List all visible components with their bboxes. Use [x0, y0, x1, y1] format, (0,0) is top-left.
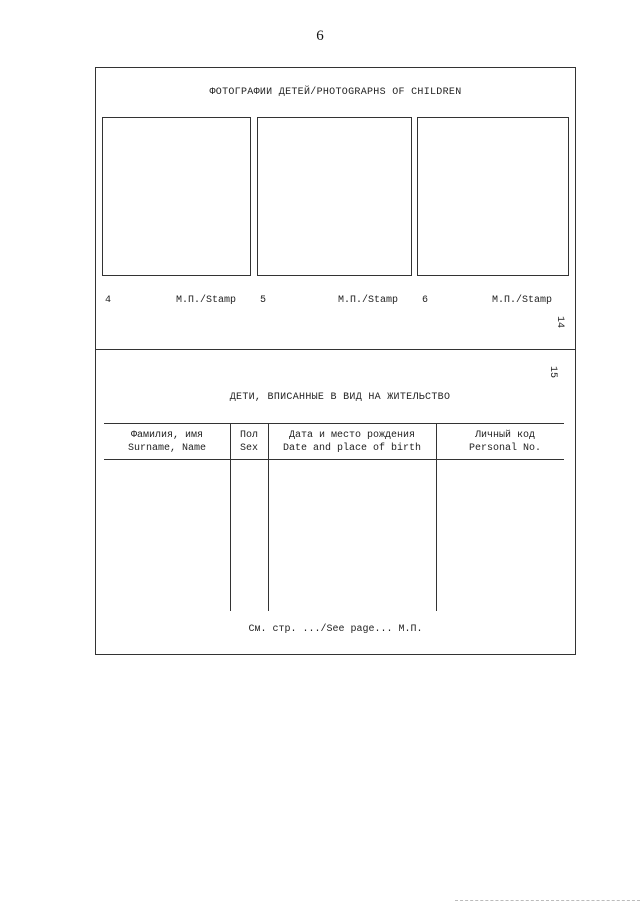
column-header-en: Personal No.	[468, 443, 541, 454]
photo-stamp-label: М.П./Stamp	[492, 295, 553, 306]
column-header-sex	[230, 429, 268, 455]
see-page-note: См. стр. .../See page... М.П.	[248, 624, 423, 635]
column-header-en: Sex	[239, 443, 258, 454]
children-section-title: ДЕТИ, ВПИСАННЫЕ В ВИД НА ЖИТЕЛЬСТВО	[229, 392, 451, 403]
table-header-rule	[104, 459, 564, 460]
column-header-en: Surname, Name	[127, 443, 206, 454]
photo-slot-number: 4	[105, 295, 112, 306]
page-edge-rule	[455, 900, 640, 901]
photo-stamp-label: М.П./Stamp	[176, 295, 237, 306]
column-header-personal-no	[436, 429, 574, 455]
photos-section-title: ФОТОГРАФИИ ДЕТЕЙ/PHOTOGRAPHS OF CHILDREN	[209, 87, 462, 98]
column-header-ru: Дата и место рождения	[288, 430, 416, 441]
photo-box-4[interactable]	[102, 117, 251, 276]
photo-slot-number: 6	[422, 295, 429, 306]
section-divider	[95, 349, 576, 350]
column-header-surname	[104, 429, 230, 455]
photo-stamp-label: М.П./Stamp	[338, 295, 399, 306]
photo-slot-number: 5	[260, 295, 267, 306]
column-header-ru: Пол	[239, 430, 258, 441]
photo-box-6[interactable]	[417, 117, 569, 276]
column-header-birth	[268, 429, 436, 455]
column-header-ru: Фамилия, имя	[130, 430, 203, 441]
side-page-number: 14	[554, 316, 565, 329]
column-header-ru: Личный код	[474, 430, 535, 441]
photo-box-5[interactable]	[257, 117, 412, 276]
column-header-en: Date and place of birth	[282, 443, 422, 454]
side-page-number: 15	[547, 366, 558, 379]
table-top-rule	[104, 423, 564, 424]
page-number: 6	[316, 28, 324, 44]
